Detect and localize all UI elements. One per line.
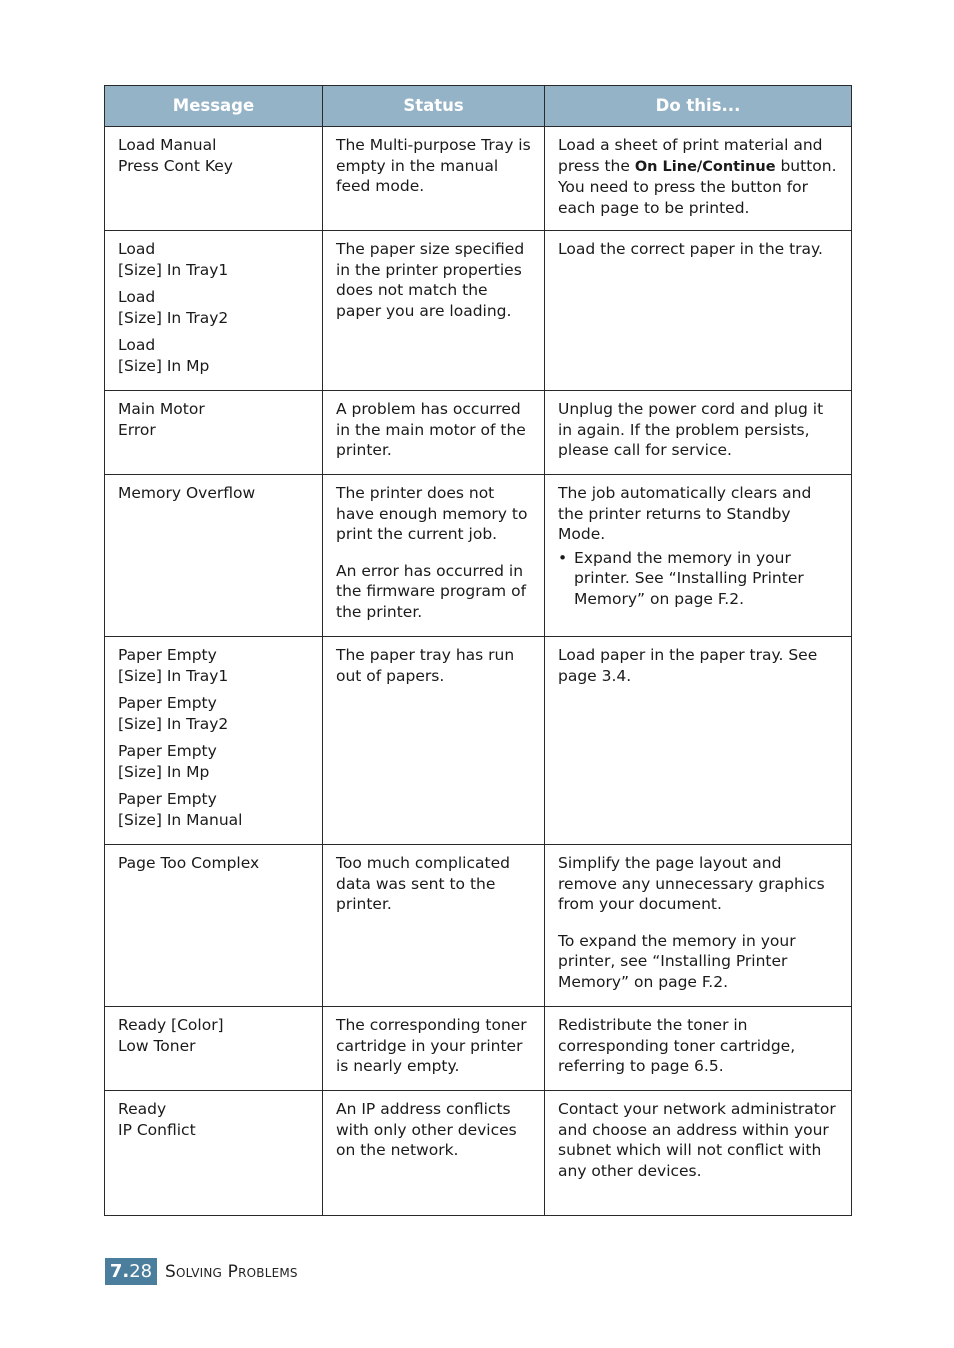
message-line: Load	[118, 240, 156, 258]
message-cell	[105, 231, 323, 391]
message-line: [Size] In Tray1	[118, 260, 229, 279]
action-text	[558, 136, 837, 217]
chapter-number: 7.	[109, 1261, 130, 1282]
action-cell	[545, 391, 852, 475]
message-group	[118, 853, 310, 874]
table-row	[105, 391, 852, 475]
action-text: Simplify the page layout and remove any unnecessary graphics from your document.	[558, 854, 825, 913]
message-group	[118, 789, 310, 830]
message-cell	[105, 127, 323, 231]
header-message: Message	[105, 86, 323, 127]
table-header-row	[105, 86, 852, 127]
message-line: Ready	[118, 1100, 167, 1118]
action-text: Load paper in the paper tray. See page 3.4.	[558, 646, 818, 685]
error-message-table	[104, 85, 852, 1216]
status-text: An error has occurred in the firmware program of the printer.	[336, 561, 527, 621]
message-group	[118, 741, 310, 782]
message-line: Paper Empty	[118, 694, 217, 712]
message-cell	[105, 475, 323, 637]
action-cell	[545, 637, 852, 845]
table-row	[105, 127, 852, 231]
action-cell	[545, 845, 852, 1007]
message-line: Page Too Complex	[118, 854, 260, 872]
header-status: Status	[323, 86, 545, 127]
status-cell	[323, 637, 545, 845]
action-text: Contact your network administrator and choose an address within your subnet which will not conflict with any other devices.	[558, 1100, 836, 1180]
status-cell	[323, 1091, 545, 1216]
status-text: Too much complicated data was sent to the printer.	[336, 854, 510, 913]
message-line: Paper Empty	[118, 646, 217, 664]
message-line: Low Toner	[118, 1036, 196, 1055]
page-footer	[105, 1258, 298, 1285]
page-number: 28	[129, 1261, 153, 1282]
status-cell	[323, 231, 545, 391]
message-group	[118, 483, 310, 504]
action-text-post: button. You need to press the button for each page to be printed.	[558, 156, 837, 217]
message-cell	[105, 637, 323, 845]
message-line: [Size] In Tray2	[118, 308, 229, 327]
message-line: Press Cont Key	[118, 156, 233, 175]
action-cell	[545, 1091, 852, 1216]
message-line: Paper Empty	[118, 790, 217, 808]
status-cell	[323, 475, 545, 637]
message-line: [Size] In Mp	[118, 356, 210, 375]
message-line: [Size] In Tray2	[118, 714, 229, 733]
action-text-pre: Load a sheet of print material and press the	[558, 136, 823, 175]
action-text: Redistribute the toner in corresponding toner cartridge, referring to page 6.5.	[558, 1016, 796, 1075]
message-line: Paper Empty	[118, 742, 217, 760]
action-text: Unplug the power cord and plug it in again. If the problem persists, please call for service.	[558, 400, 824, 459]
status-text: A problem has occurred in the main motor of the printer.	[336, 400, 526, 459]
header-do-this: Do this...	[545, 86, 852, 127]
status-text: The corresponding toner cartridge in your printer is nearly empty.	[336, 1016, 527, 1075]
message-group	[118, 335, 310, 376]
status-text: An IP address conflicts with only other devices on the network.	[336, 1100, 517, 1159]
message-group	[118, 693, 310, 734]
message-cell	[105, 1091, 323, 1216]
section-title: Solving Problems	[165, 1261, 298, 1282]
bullet-text: Expand the memory in your printer. See “Installing Printer Memory” on page F.2.	[574, 548, 804, 608]
action-text: To expand the memory in your printer, see “Installing Printer Memory” on page F.2.	[558, 931, 796, 991]
chapter-page-badge	[105, 1258, 157, 1285]
message-group	[118, 399, 310, 440]
table-row	[105, 1091, 852, 1216]
table-row	[105, 231, 852, 391]
message-line: Error	[118, 420, 156, 439]
status-cell	[323, 1007, 545, 1091]
bullet-icon: •	[558, 548, 568, 567]
action-text: The job automatically clears and the printer returns to Standby Mode.	[558, 484, 812, 543]
message-group	[118, 645, 310, 686]
status-cell	[323, 845, 545, 1007]
message-line: [Size] In Manual	[118, 810, 243, 829]
action-cell	[545, 475, 852, 637]
message-group	[118, 239, 310, 280]
message-group	[118, 1015, 310, 1056]
message-line: [Size] In Tray1	[118, 666, 229, 685]
status-text: The Multi-purpose Tray is empty in the manual feed mode.	[336, 136, 531, 195]
message-group	[118, 287, 310, 328]
message-group	[118, 135, 310, 176]
table-row	[105, 637, 852, 845]
action-cell	[545, 1007, 852, 1091]
status-text: The paper tray has run out of papers.	[336, 646, 515, 685]
message-group	[118, 1099, 310, 1140]
message-line: IP Conflict	[118, 1120, 196, 1139]
action-cell	[545, 127, 852, 231]
status-cell	[323, 391, 545, 475]
status-text: The printer does not have enough memory to print the current job.	[336, 484, 528, 543]
action-text: Load the correct paper in the tray.	[558, 240, 823, 258]
message-line: Main Motor	[118, 400, 205, 418]
message-line: Load	[118, 288, 156, 306]
message-line: Ready [Color]	[118, 1016, 224, 1034]
message-cell	[105, 845, 323, 1007]
message-cell	[105, 1007, 323, 1091]
message-line: Load Manual	[118, 136, 217, 154]
bullet-item	[558, 548, 839, 610]
action-cell	[545, 231, 852, 391]
message-line: Load	[118, 336, 156, 354]
message-line: [Size] In Mp	[118, 762, 210, 781]
status-cell	[323, 127, 545, 231]
table-row	[105, 475, 852, 637]
status-text: The paper size specified in the printer properties does not match the paper you are loading.	[336, 240, 525, 320]
message-line: Memory Overflow	[118, 484, 256, 502]
table-row	[105, 1007, 852, 1091]
message-cell	[105, 391, 323, 475]
table-row	[105, 845, 852, 1007]
online-continue-button-label: On Line/Continue	[634, 158, 776, 175]
